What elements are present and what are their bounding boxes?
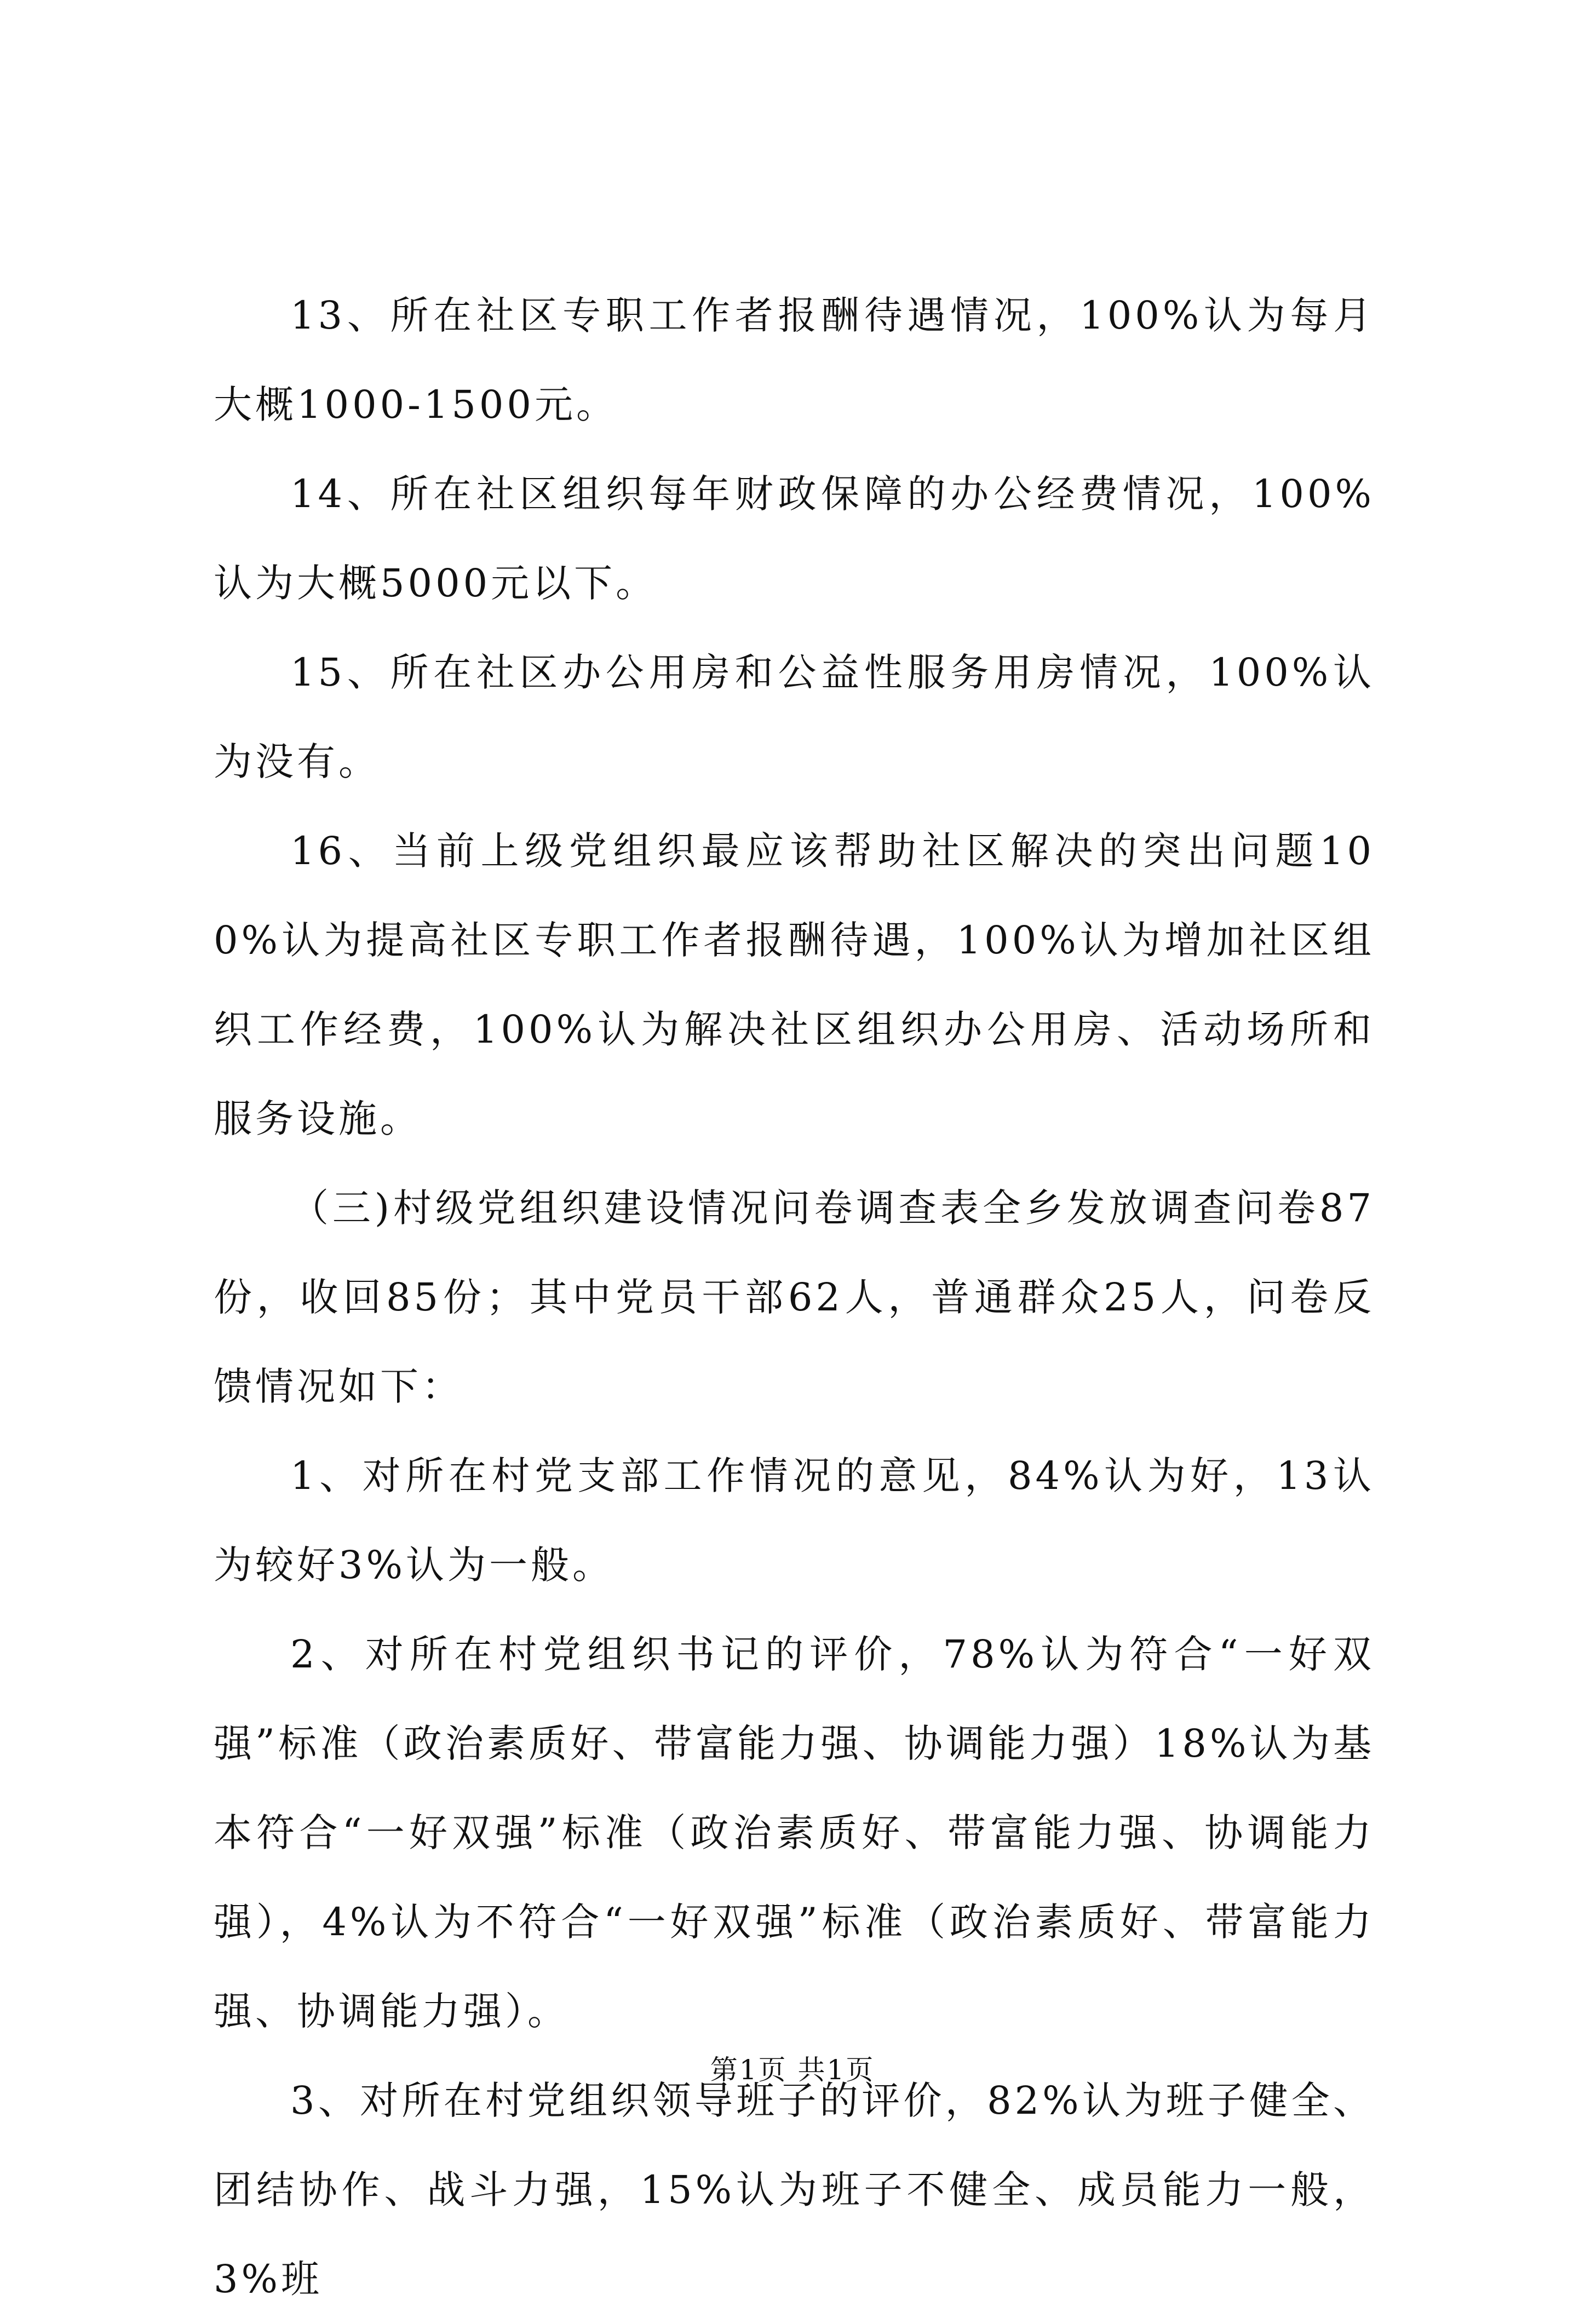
paragraph-item-3: 3、对所在村党组织领导班子的评价，82%认为班子健全、团结协作、战斗力强，15%认为班子不健全、成员能力一般，3%班: [214, 2078, 1375, 2302]
page-footer: 第1页 共1页: [710, 2054, 875, 2086]
paragraph-section-3-intro: （三)村级党组织建设情况问卷调查表全乡发放调查问卷87份，收回85份；其中党员干部62人，普通群众25人，问卷反馈情况如下：: [214, 1186, 1375, 1409]
paragraph-item-14: 14、所在社区组织每年财政保障的办公经费情况，100%认为大概5000元以下。: [214, 471, 1375, 606]
paragraph-item-16: 16、当前上级党组织最应该帮助社区解决的突出问题100%认为提高社区专职工作者报酬待遇，100%认为增加社区组织工作经费，100%认为解决社区组织办公用房、活动场所和服务设施。: [214, 829, 1375, 1141]
paragraph-item-2: 2、对所在村党组织书记的评价，78%认为符合“一好双强”标准（政治素质好、带富能力强、协调能力强）18%认为基本符合“一好双强”标准（政治素质好、带富能力强、协调能力强），4%认为不符合“一好双强”标准（政治素质好、带富能力强、协调能力强）。: [214, 1632, 1375, 2034]
paragraph-item-15: 15、所在社区办公用房和公益性服务用房情况，100%认为没有。: [214, 650, 1375, 784]
paragraph-item-13: 13、所在社区专职工作者报酬待遇情况，100%认为每月大概1000-1500元。: [214, 293, 1375, 427]
document-body: [214, 271, 1375, 2324]
paragraph-item-1: 1、对所在村党支部工作情况的意见，84%认为好，13认为较好3%认为一般。: [214, 1453, 1375, 1587]
